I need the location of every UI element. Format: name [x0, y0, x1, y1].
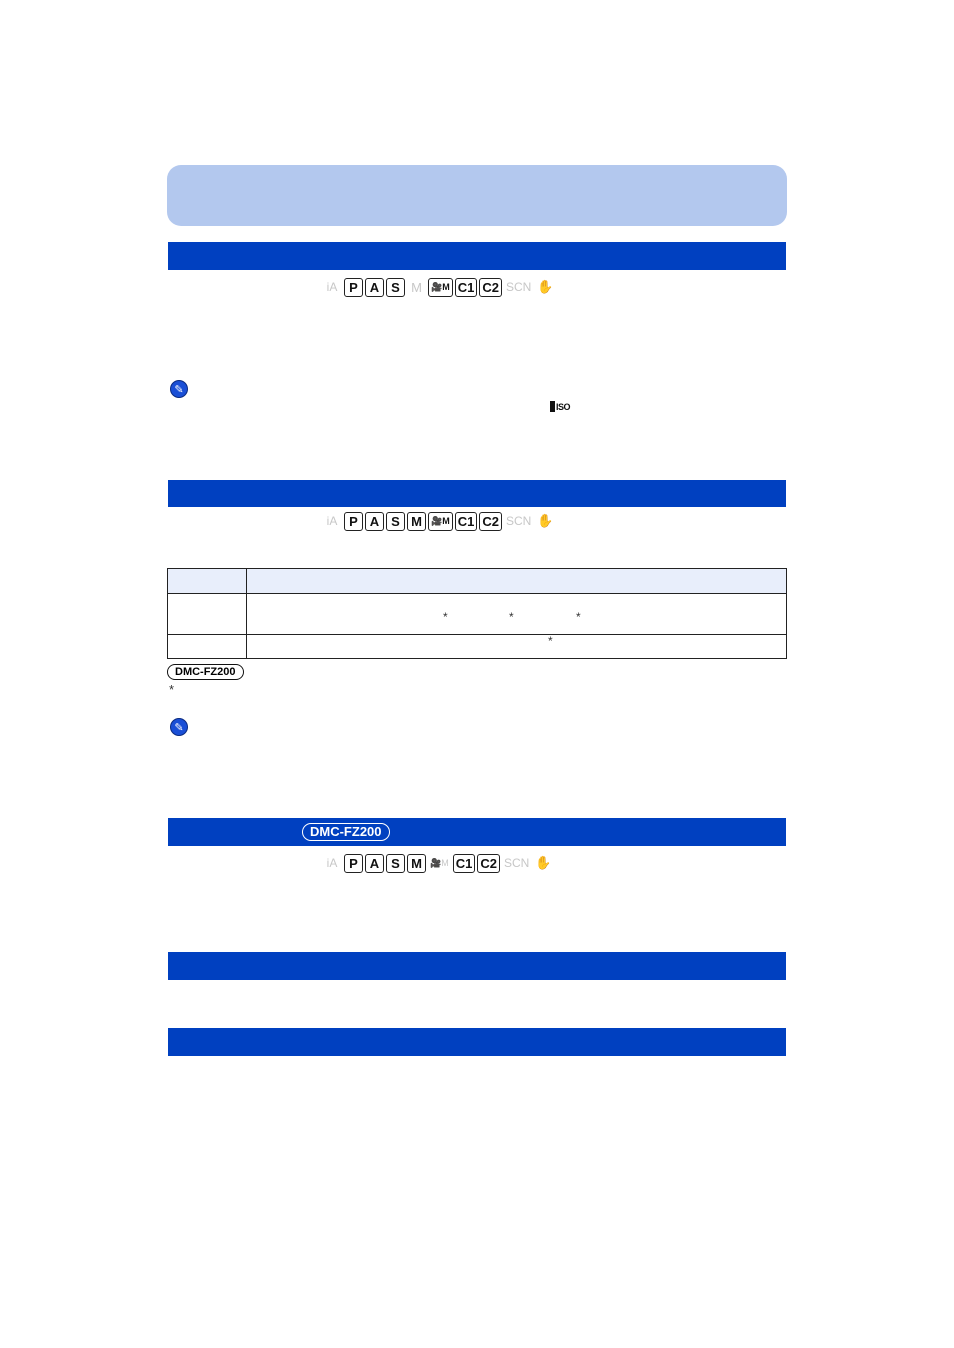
- mode-a-icon: A: [365, 854, 384, 873]
- mode-icons-3: [322, 853, 553, 873]
- mode-m-icon: M: [411, 279, 422, 295]
- page-title-banner: [167, 165, 787, 226]
- mode-c1-icon: C1: [455, 512, 478, 531]
- footnote-mark: *: [576, 610, 581, 624]
- mode-a-icon: A: [365, 278, 384, 297]
- mode-s-icon: S: [386, 854, 405, 873]
- mode-p-icon: P: [344, 512, 363, 531]
- mode-scn-icon: SCN: [503, 856, 530, 870]
- table-header-row: [168, 569, 787, 594]
- mode-ia-icon: iA: [326, 514, 338, 528]
- mode-c1-icon: C1: [455, 278, 478, 297]
- mode-c2-icon: C2: [479, 278, 502, 297]
- footnote-mark: *: [548, 634, 553, 648]
- section-header-5: [168, 1028, 786, 1056]
- mode-ia-icon: iA: [326, 856, 338, 870]
- table-row: [168, 594, 787, 635]
- table-cell: [247, 594, 787, 635]
- note-pencil-icon: ✎: [170, 380, 188, 398]
- section-header-1: [168, 242, 786, 270]
- mode-creative-control-icon: ✋: [535, 855, 552, 870]
- mode-ia-icon: iA: [326, 280, 338, 294]
- mode-p-icon: P: [344, 278, 363, 297]
- section-header-4: [168, 952, 786, 980]
- mode-s-icon: S: [386, 278, 405, 297]
- mode-m-icon: M: [407, 512, 426, 531]
- intelligent-iso-icon: ISO: [550, 401, 570, 412]
- section-header-2: [168, 480, 786, 507]
- mode-p-icon: P: [344, 854, 363, 873]
- table-cell: [168, 594, 247, 635]
- mode-icons-1: [322, 277, 555, 297]
- mode-creative-control-icon: ✋: [537, 279, 554, 294]
- footnote-mark: *: [443, 610, 448, 624]
- mode-creative-movie-icon: 🎥M: [428, 512, 453, 531]
- table-header-cell: [168, 569, 247, 594]
- mode-creative-control-icon: ✋: [537, 513, 554, 528]
- settings-table: [167, 568, 787, 659]
- mode-c2-icon: C2: [477, 854, 500, 873]
- mode-c1-icon: C1: [453, 854, 476, 873]
- note-pencil-icon: ✎: [170, 718, 188, 736]
- mode-creative-movie-icon: 🎥M: [428, 278, 453, 297]
- table-cell: [168, 635, 247, 659]
- mode-creative-movie-icon: 🎥M: [430, 857, 449, 868]
- mode-m-icon: M: [407, 854, 426, 873]
- model-tag: DMC-FZ200: [167, 664, 244, 680]
- mode-scn-icon: SCN: [505, 280, 532, 294]
- mode-icons-2: [322, 511, 555, 531]
- mode-a-icon: A: [365, 512, 384, 531]
- table-row: [168, 635, 787, 659]
- mode-c2-icon: C2: [479, 512, 502, 531]
- section-header-3: [168, 818, 786, 846]
- footnote-mark: *: [169, 682, 175, 697]
- model-tag: DMC-FZ200: [302, 823, 390, 841]
- mode-scn-icon: SCN: [505, 514, 532, 528]
- footnote-mark: *: [509, 610, 514, 624]
- mode-s-icon: S: [386, 512, 405, 531]
- table-cell: [247, 635, 787, 659]
- table-header-cell: [247, 569, 787, 594]
